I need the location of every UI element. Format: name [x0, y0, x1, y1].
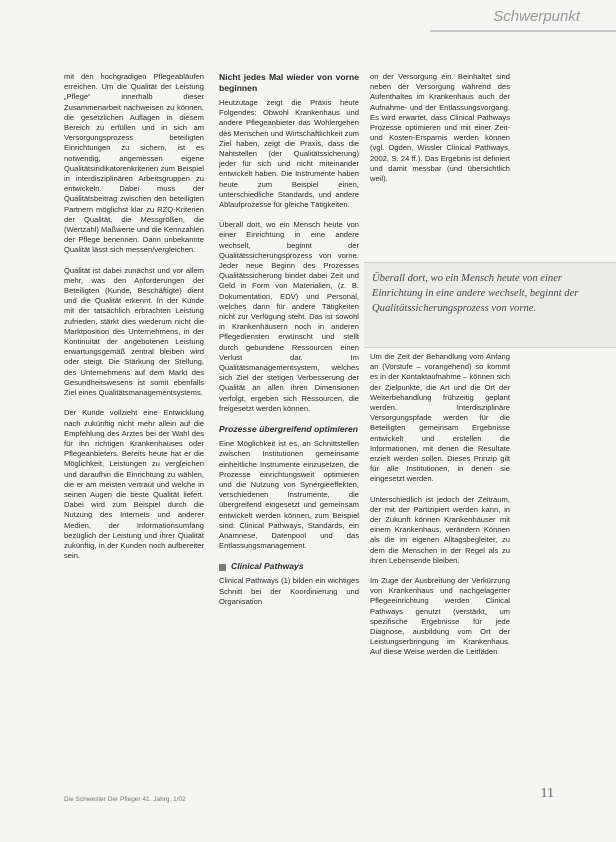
paragraph: Überall dort, wo ein Mensch heute von einer Einrichtung in eine andere wechselt, beginnt der Qualitätssicherungsprozess von vorne. Jeder neue Beginn des Prozesses Qualitätssicherung bindet dabei Zeit und Geld in Form von Materialien, (z. B. Dokumentation, EDV) und Personal, welches dann für andere Tätigkeiten nicht zur Verfügung steht. Das ist sowohl in Krankenhäusern noch in anderen Pflegediensten erwünscht und stellt durch gebundene Ressourcen einen Verlust dar. Im Qualitätsmanagementsystem, welches sich Ziel der stetigen Verbesserung der Qualität an allen ihren Dimensionen verfolgt, ergeben sich Ressourcen, die freigesetzt werden können. [219, 220, 359, 413]
paragraph: Clinical Pathways (1) bilden ein wichtiges Schnitt bei der Koordinierung und Organisation [219, 576, 359, 606]
section-title: Schwerpunkt [493, 8, 580, 25]
paragraph: Qualität ist dabei zunächst und vor allem mehr, was den Anforderungen der Beteiligten (Kunde, Beschäftigte) dient und die Qualität erkennt. In der Kunde mit der tatsächlich erbrachten Leistung zufrieden, stärkt dies wiederum nicht die Marktposition des Unternehmens, in der Kontinuität der angebotenen Leistung erwartungsgemäß zentral bleiben wird oder steigt. Die Stärkung der Stellung, des Unternehmens auf dem Markt des Gesundheitswesens ist somit ebenfalls Ziel eines Qualitätsmanagementsystems. [64, 265, 204, 398]
paragraph: Heutzutage zeigt die Praxis heute Folgendes: Obwohl Krankenhaus und andere Pflegeanbieter das Wohlergehen des Menschen und Wirtschaftlichkeit zum Ziel haben, zeigt die Praxis, dass die Nahtstellen (der Qualitätssicherung) jeder für sich und nicht miteinander entwickelt haben. Die Instrumente haben heute zum Beispiel einen, unterschiedliche Standards, und andere Ablaufprozesse für gleiche Tätigkeiten. [219, 98, 359, 210]
journal-footer: Die Schwester Der Pfleger 41. Jahrg. 1/02 [64, 796, 186, 803]
subheading: Nicht jedes Mal wieder von vorne beginnen [219, 72, 359, 93]
pull-quote-text: Überall dort, wo ein Mensch heute von einer Einrichtung in eine andere wechselt, beginnt der Qualitätssicherungsprozess von vorne. [372, 273, 579, 314]
pull-quote [364, 262, 616, 348]
column-3-lower [370, 352, 510, 668]
subheading-clinical-pathways [219, 561, 359, 572]
header-rule [430, 30, 616, 32]
column-1 [64, 72, 204, 571]
bullet-square-icon [219, 564, 226, 571]
paragraph: Um die Zeit der Behandlung vom Anfang an (Vorstufe – vorangehend) so kommt es in der Kontaktaufnahme – können sich der Zielpunkte, die Art und die Ort der Weiterbehandlung frühzeitig geplant werden. Interdisziplinäre Versorgungspfade werden für die Beteiligten gemeinsam Ergebnisse entwickelt und erstellen die Informationen, mit denen die Resultate erzielt werden sollen. Dieses Prinzip gilt für alle Institutionen, in denen sie eingesetzt werden. [370, 352, 510, 484]
paragraph: mit den hochgradigen Pflegeabläufen erreichen. Um die Qualität der Leistung „Pflege“ innerhalb dieser Zusammenarbeit nachweisen zu können, die gesetzlichen Auflagen in diesem Bereich zu erfüllen und in sich am Versorgungsprozess beteiligten Einrichtungen zu sichern, ist es notwendig, angemessen eigene Qualitätsindikatorenkriterien zum Beispiel in interdisziplinären Arbeitsgruppen zu entwickeln. Dabei muss der Qualitätsbeitrag zwischen den beteiligten Partnern möglichst klar zu RZQ-Kriterien der Qualität, die Messgrößen, die (Wertzahl) Maßwerte und die Kennzahlen der Pflege benennen. Dann unbekannte Qualität lässt sich messen/vergleichen. [64, 72, 204, 255]
column-2 [219, 72, 359, 617]
paragraph: Unterschiedlich ist jedoch der Zeitraum, der mit der Partizipiert werden kann, in der Zukunft können Krankenhäuser mit einem Krankenhaus, verändern Können als die im eigenen Alltagsbegleiter, zu dem die Menschen in der Regel als zu ihren Lebensende bleiben. [370, 494, 510, 565]
column-3 [370, 72, 510, 194]
paragraph: Der Kunde vollzieht eine Entwicklung nach zukünftig nicht mehr allein auf die Empfehlung des Arztes bei der Wahl des für ihn richtigen Krankenhauses oder Pflegeanbieters. Bereits heute hat er die Möglichkeit, Leistungen zu vergleichen und daraufhin die Einrichtung zu wählen, die er am meisten vertraut und welche in seinen Augen die beste Qualität liefert. Dabei wird zum Beispiel durch die Nutzung des Internets und anderer Medien, der Informationsumfang bezüglich der Leistung und ihrer Qualität zukünftig, in der Kunden noch aufbereiter sein. [64, 408, 204, 561]
subheading: Prozesse übergreifend optimieren [219, 424, 358, 435]
paragraph: on der Versorgung ein. Beinhaltet sind neben der Versorgung während des Aufenthaltes im Krankenhaus auch der Aufnahme- und der Entlassungsvorgang. Es wird erwartet, dass Clinical Pathways Prozesse optimieren und mit einer Zeit- und Kosten-Ersparnis werden können (vgl. Ogden, Wissler Clinical Pathways, 2002, S. 24 ff.). Das Ergebnis ist definiert und damit messbar (und übersichtlich weil). [370, 72, 510, 184]
paragraph: Im Zuge der Ausbreitung der Verkürzung von Krankenhaus und nachgelagerter Pflegeeinrichtung werden Clinical Pathways genutzt (verstärkt, um spezifische Ergebnisse für jede Diagnose, ausbildung vom Ort der Leistungserbringung im Krankenhaus. Auf diese Weise werden die Leitfäden [370, 576, 510, 657]
page-number: 11 [540, 786, 554, 801]
subheading-text: Clinical Pathways [231, 561, 304, 572]
paragraph: Eine Möglichkeit ist es, an Schnittstellen zwischen Institutionen gemeinsame einheitliche Instrumente einzusetzen, die Prozesse einrichtungsweit optimieren und die Nutzung von Synergieeffekten, verschiedenen Instrumente, die übergreifend eingesetzt und gemeinsam entwickelt werden können, zum Beispiel sind: Clinical Pathways, Standards, ein Anamnese, Datenpool und das Entlassungsmanagement. [219, 439, 359, 551]
